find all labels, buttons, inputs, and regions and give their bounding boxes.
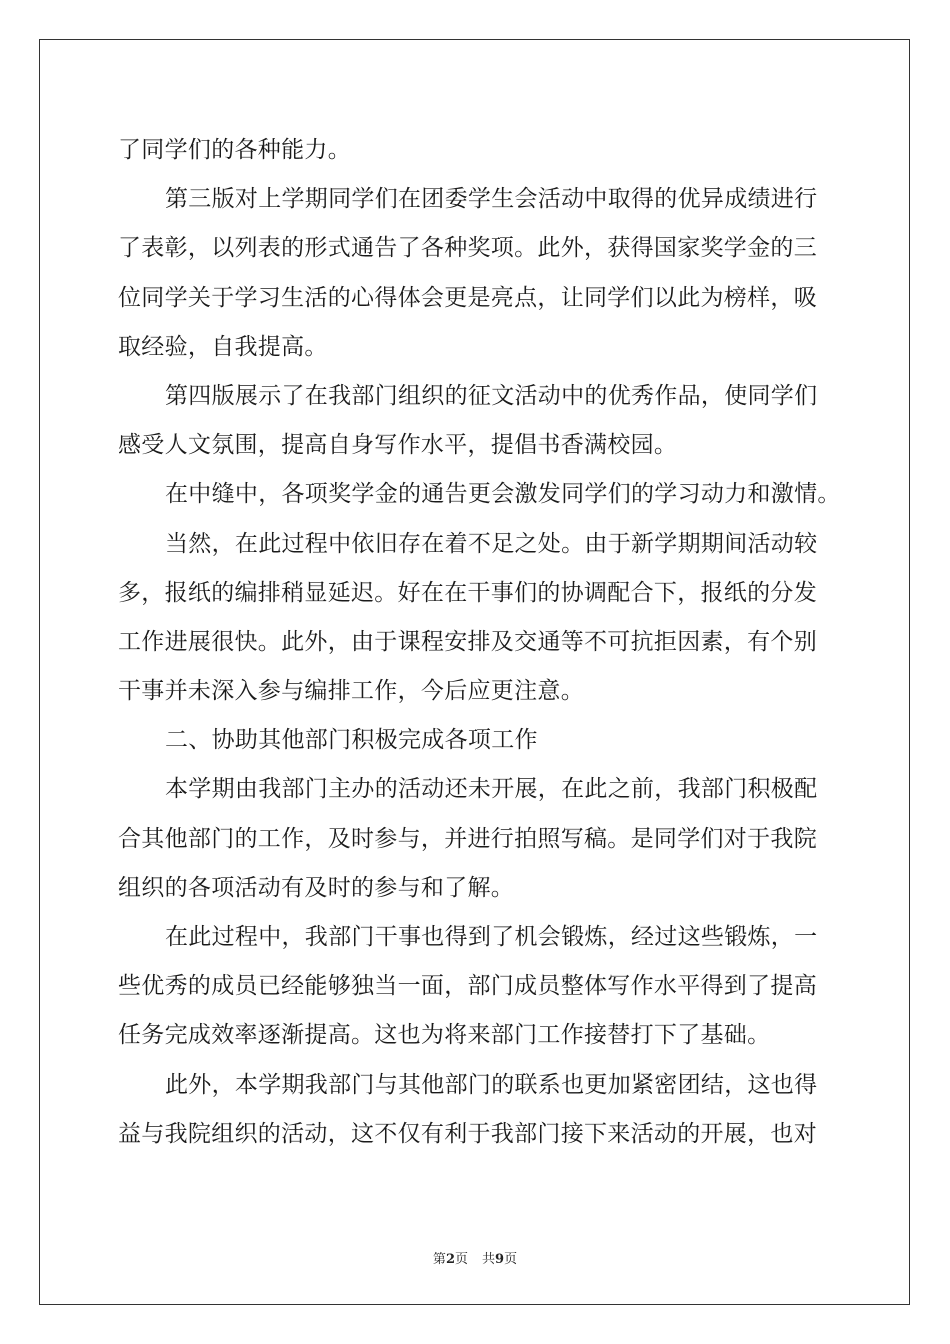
text-line: 些优秀的成员已经能够独当一面，部门成员整体写作水平得到了提高 — [118, 973, 817, 1000]
paragraph-start: 本学期由我部门主办的活动还未开展，在此之前，我部门积极配 — [165, 776, 818, 803]
total-pages: 9 — [495, 1252, 505, 1267]
text-line: 了同学们的各种能力。 — [118, 137, 351, 163]
text-line: 工作进展很快。此外，由于课程安排及交通等不可抗拒因素，有个别 — [118, 628, 817, 655]
text-line: 任务完成效率逐渐提高。这也为将来部门工作接替打下了基础。 — [118, 1022, 771, 1049]
text-line: 干事并未深入参与编排工作，今后应更注意。 — [118, 678, 584, 705]
paragraph-start: 在中缝中，各项奖学金的通告更会激发同学们的学习动力和激情。 — [165, 481, 841, 508]
text-line: 位同学关于学习生活的心得体会更是亮点，让同学们以此为榜样，吸 — [118, 284, 817, 311]
section-heading: 二、协助其他部门积极完成各项工作 — [165, 727, 538, 754]
text-line: 多，报纸的编排稍显延迟。好在在干事们的协调配合下，报纸的分发 — [118, 579, 817, 606]
document-body — [118, 126, 841, 1159]
paragraph-start: 此外，本学期我部门与其他部门的联系也更加紧密团结，这也得 — [165, 1071, 818, 1098]
page-number: 2 — [445, 1252, 455, 1267]
paragraph-start: 在此过程中，我部门干事也得到了机会锻炼，经过这些锻炼，一 — [165, 924, 818, 950]
text-line: 取经验，自我提高。 — [118, 333, 328, 360]
paragraph-start: 当然，在此过程中依旧存在着不足之处。由于新学期期间活动较 — [165, 530, 818, 557]
page-footer — [0, 1248, 950, 1267]
text-line: 了表彰，以列表的形式通告了各种奖项。此外，获得国家奖学金的三 — [118, 235, 817, 262]
total-prefix: 共 — [482, 1252, 496, 1267]
page-prefix: 第 — [432, 1252, 446, 1267]
total-suffix: 页 — [504, 1252, 518, 1267]
paragraph-start: 第四版展示了在我部门组织的征文活动中的优秀作品，使同学们 — [165, 382, 818, 409]
text-line: 感受人文氛围，提高自身写作水平，提倡书香满校园。 — [118, 432, 678, 459]
text-line: 合其他部门的工作，及时参与，并进行拍照写稿。是同学们对于我院 — [118, 825, 817, 852]
paragraph-start: 第三版对上学期同学们在团委学生会活动中取得的优异成绩进行 — [165, 186, 818, 213]
page-suffix: 页 — [454, 1252, 468, 1267]
text-line: 益与我院组织的活动，这不仅有利于我部门接下来活动的开展，也对 — [118, 1120, 817, 1147]
text-line: 组织的各项活动有及时的参与和了解。 — [118, 874, 515, 901]
